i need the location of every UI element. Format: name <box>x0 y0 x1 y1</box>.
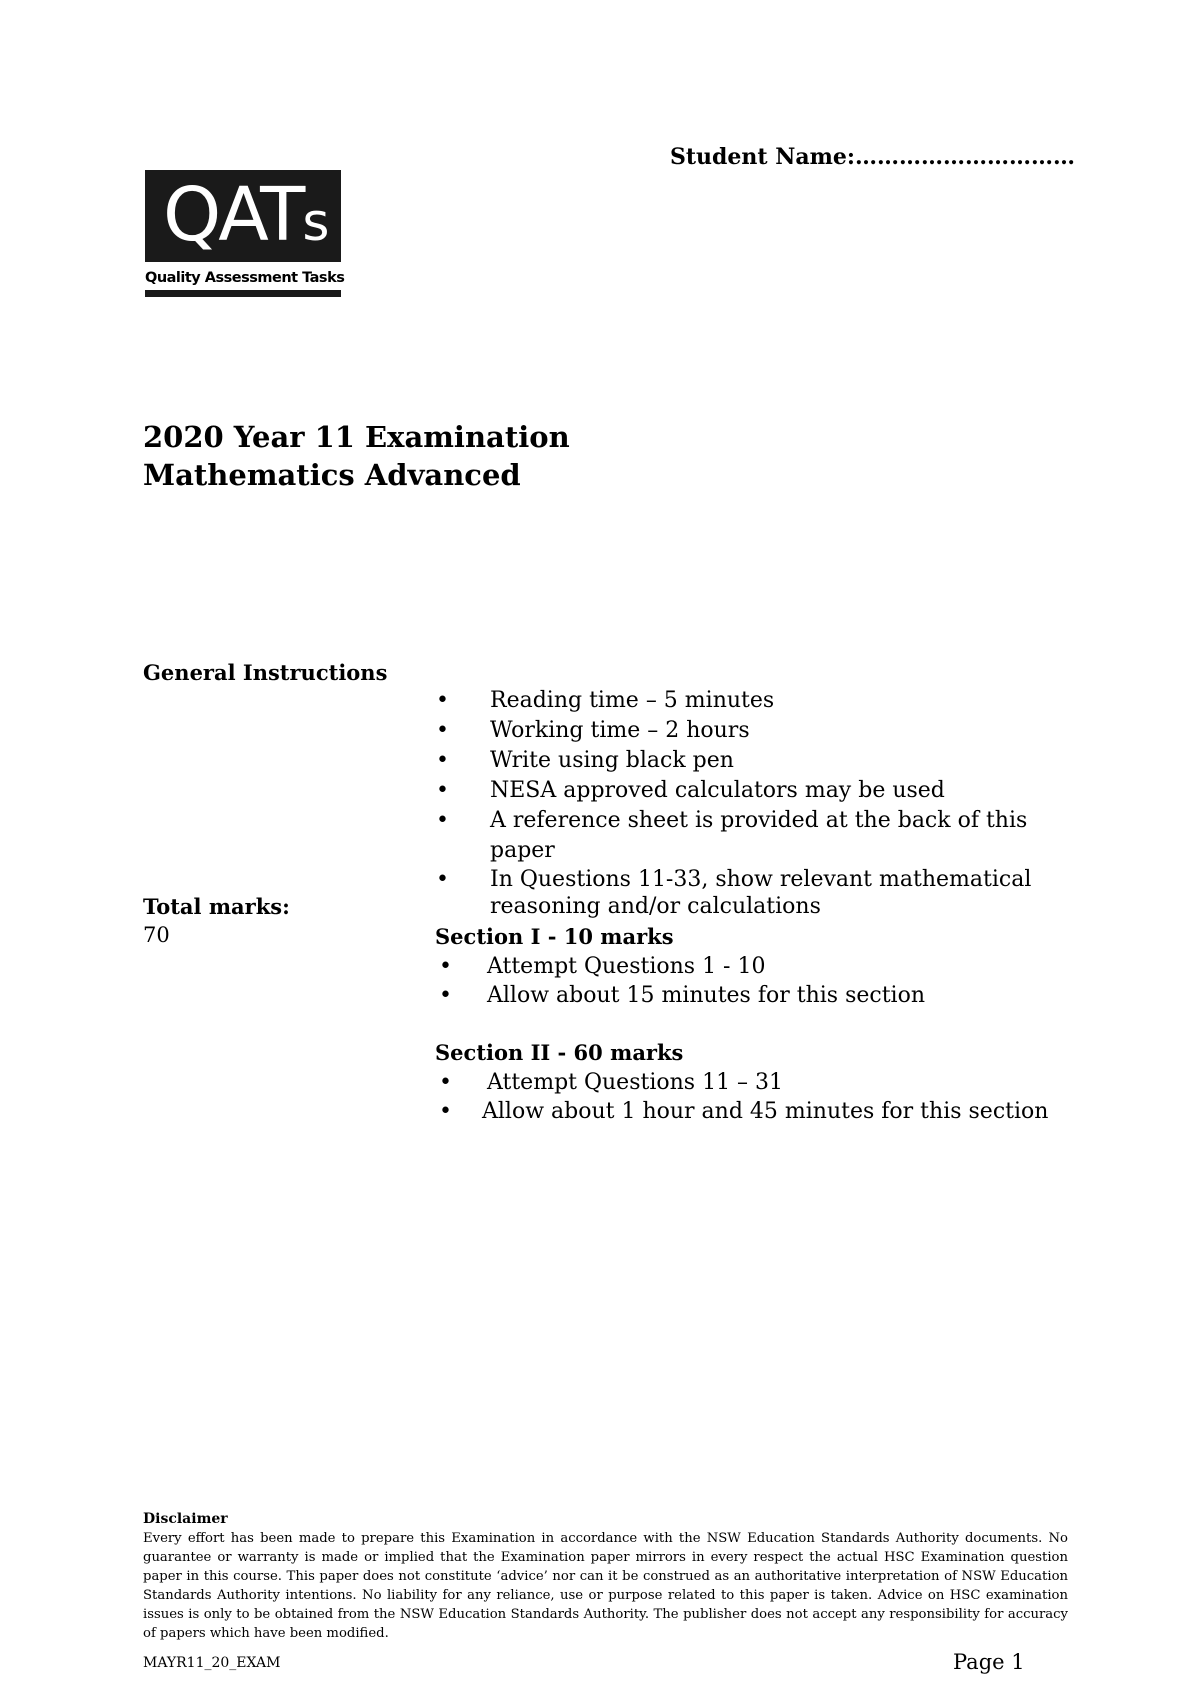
section-1-item: • Attempt Questions 1 - 10 <box>435 952 1075 981</box>
disclaimer <box>143 1510 1068 1643</box>
disclaimer-text: Every effort has been made to prepare this Examination in accordance with the NSW Education Standards Authority documents. No guarantee or warranty is made or implied that the Examination paper mirrors in every respect the actual HSC Examination question paper in this course. This paper does not constitute ‘advice’ nor can it be construed as an authoritative interpretation of NSW Education Standards Authority intentions. No liability for any reliance, use or purpose related to this paper is taken. Advice on HSC examination issues is only to be obtained from the NSW Education Standards Authority. The publisher does not accept any responsibility for accuracy of papers which have been modified. <box>143 1531 1068 1641</box>
instruction-item: • In Questions 11-33, show relevant mathematical reasoning and/or calculations <box>432 866 1072 920</box>
instruction-item: • Reading time – 5 minutes <box>432 686 1072 716</box>
document-code: MAYR11_20_EXAM <box>143 1655 281 1671</box>
total-marks-label: Total marks: <box>143 894 290 919</box>
section-2-item: • Attempt Questions 11 – 31 <box>435 1068 1075 1097</box>
instruction-item: • Working time – 2 hours <box>432 716 1072 746</box>
exam-title-line2: Mathematics Advanced <box>143 458 521 492</box>
logo-letters: QATs <box>163 172 330 258</box>
instruction-item: • NESA approved calculators may be used <box>432 776 1072 806</box>
logo-tagline: Quality Assessment Tasks <box>145 270 345 286</box>
instruction-item: • Write using black pen <box>432 746 1072 776</box>
general-instructions-list <box>432 686 1072 920</box>
logo-underline <box>145 290 341 297</box>
section-1-item: • Allow about 15 minutes for this section <box>435 981 1075 1010</box>
section-1-heading: Section I - 10 marks <box>435 924 674 949</box>
section-2-heading: Section II - 60 marks <box>435 1040 684 1065</box>
qats-logo <box>145 170 343 297</box>
instruction-item: • A reference sheet is provided at the back of this paper <box>432 806 1072 866</box>
section-2-item: • Allow about 1 hour and 45 minutes for this section <box>435 1097 1075 1126</box>
exam-title <box>143 418 570 494</box>
total-marks <box>143 893 290 949</box>
total-marks-value: 70 <box>143 923 170 947</box>
general-instructions-label: General Instructions <box>143 660 388 685</box>
exam-title-line1: 2020 Year 11 Examination <box>143 420 570 454</box>
student-name-field: Student Name:………………………… <box>670 144 1076 170</box>
section-2 <box>435 1038 1075 1126</box>
section-1 <box>435 922 1075 1010</box>
disclaimer-heading: Disclaimer <box>143 1511 228 1527</box>
logo-mark <box>145 170 341 262</box>
page-number: Page 1 <box>953 1650 1025 1674</box>
